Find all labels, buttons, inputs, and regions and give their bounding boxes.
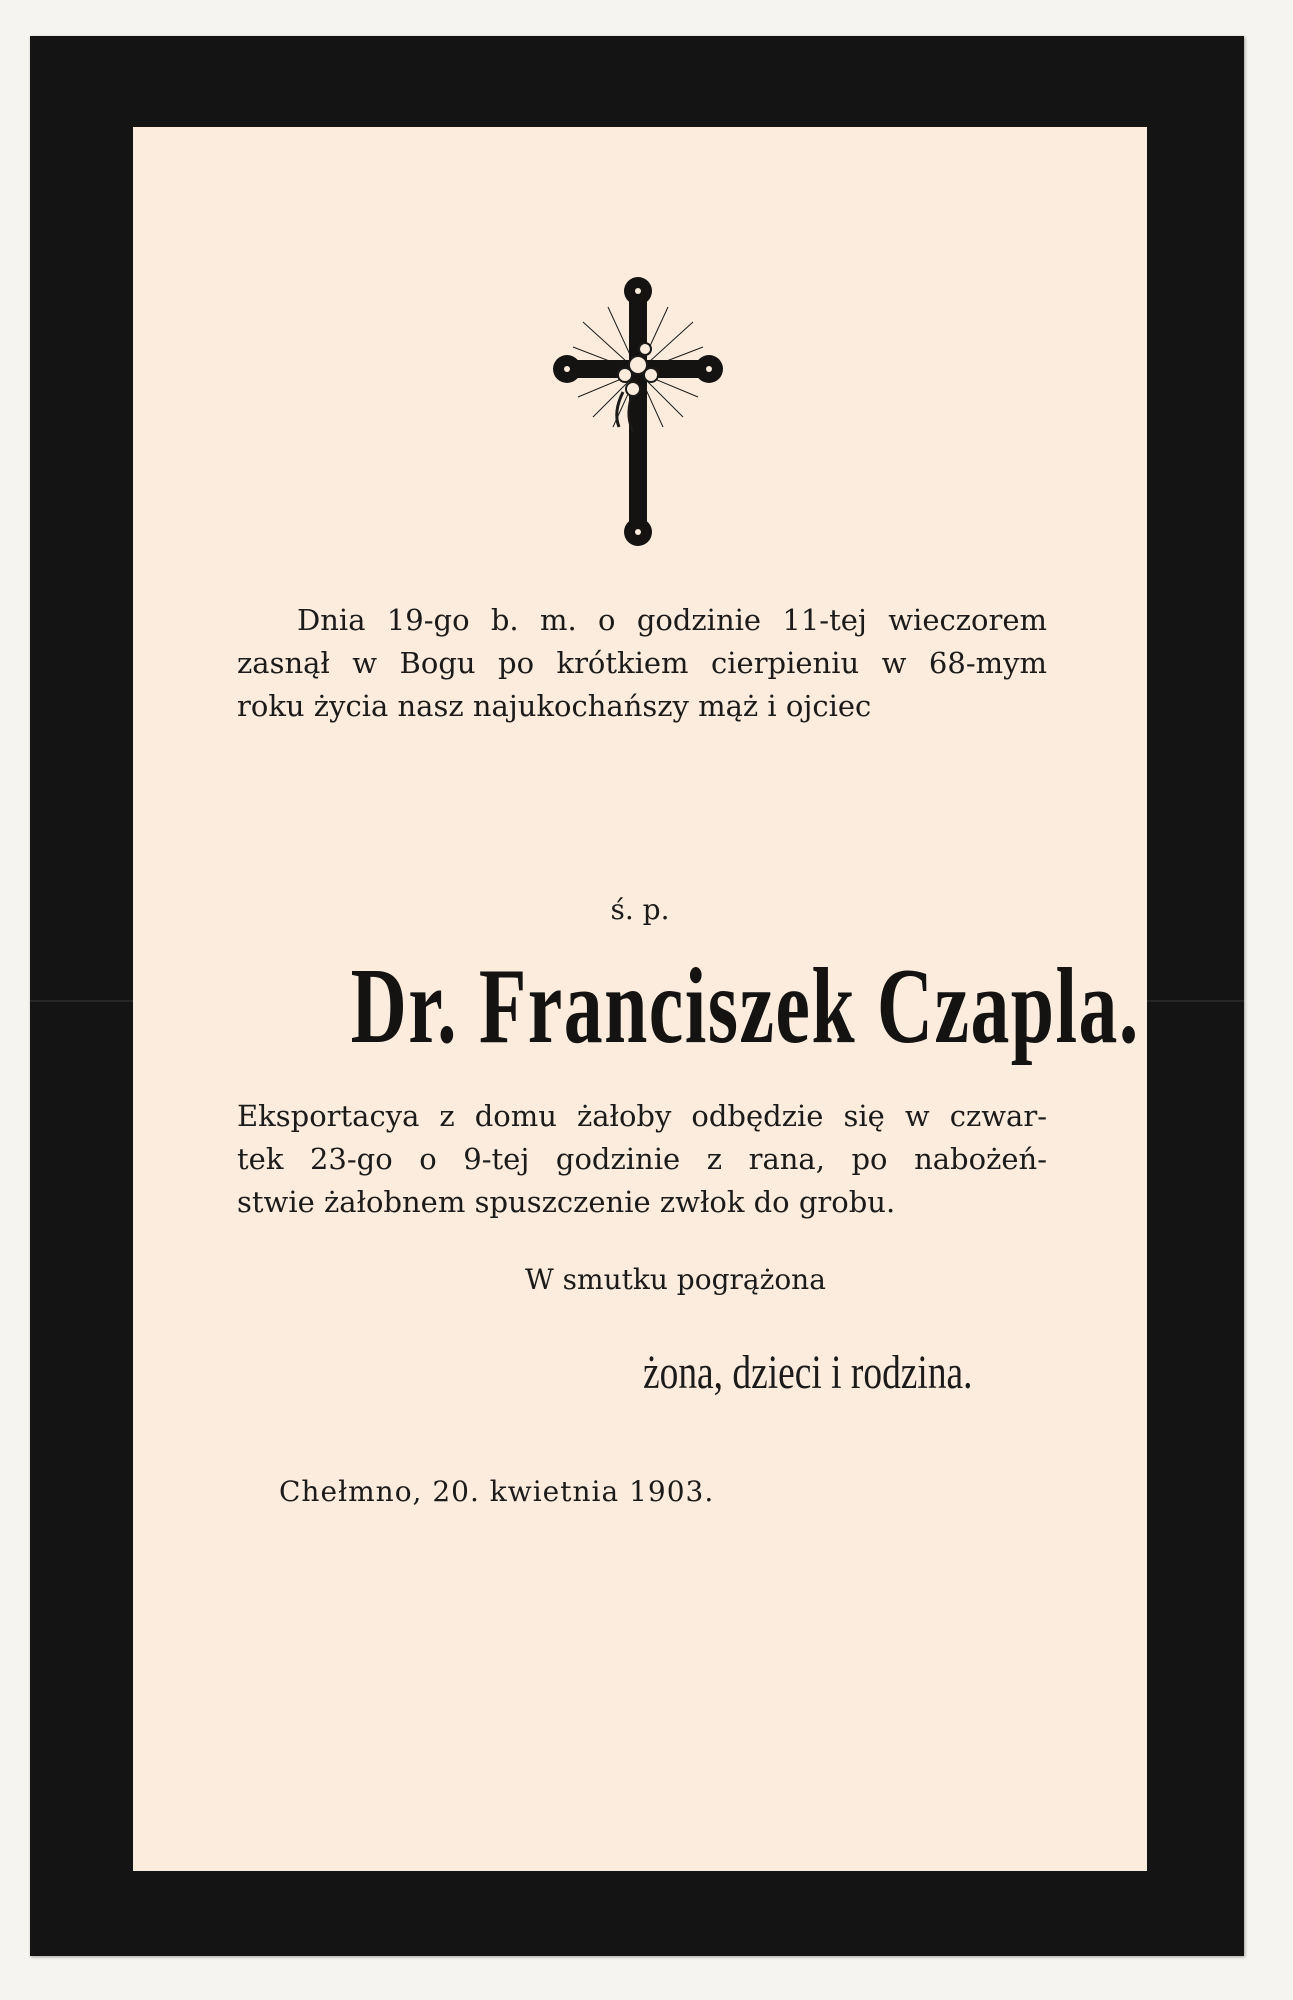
funeral-paragraph [237,1095,1047,1224]
crucifix-icon [553,277,723,547]
death-notice-card [133,127,1147,1871]
text-line: Eksportacya z domu żałoby odbędzie się w czwar- [237,1099,1047,1133]
text-line: tek 23-go o 9-tej godzinie z rana, po nabożeń- [237,1142,1047,1176]
mourning-line: W smutku pogrążona [525,1263,826,1296]
text-line: zasnął w Bogu po krótkiem cierpieniu w 68-mym [237,646,1047,680]
text-line: stwie żałobnem spuszczenie zwłok do grobu. [237,1185,896,1219]
text-line: roku życia nasz najukochańszy mąż i ojciec [237,689,872,723]
place-and-date: Chełmno, 20. kwietnia 1903. [279,1475,715,1508]
deceased-name: Dr. Franciszek Czapla. [350,947,1140,1066]
text-line: Dnia 19-go b. m. o godzinie 11-tej wieczorem [297,603,1047,637]
announcement-paragraph [237,599,1047,728]
family-signature: żona, dzieci i rodzina. [643,1346,973,1399]
abbreviation-sp: ś. p. [610,893,670,926]
